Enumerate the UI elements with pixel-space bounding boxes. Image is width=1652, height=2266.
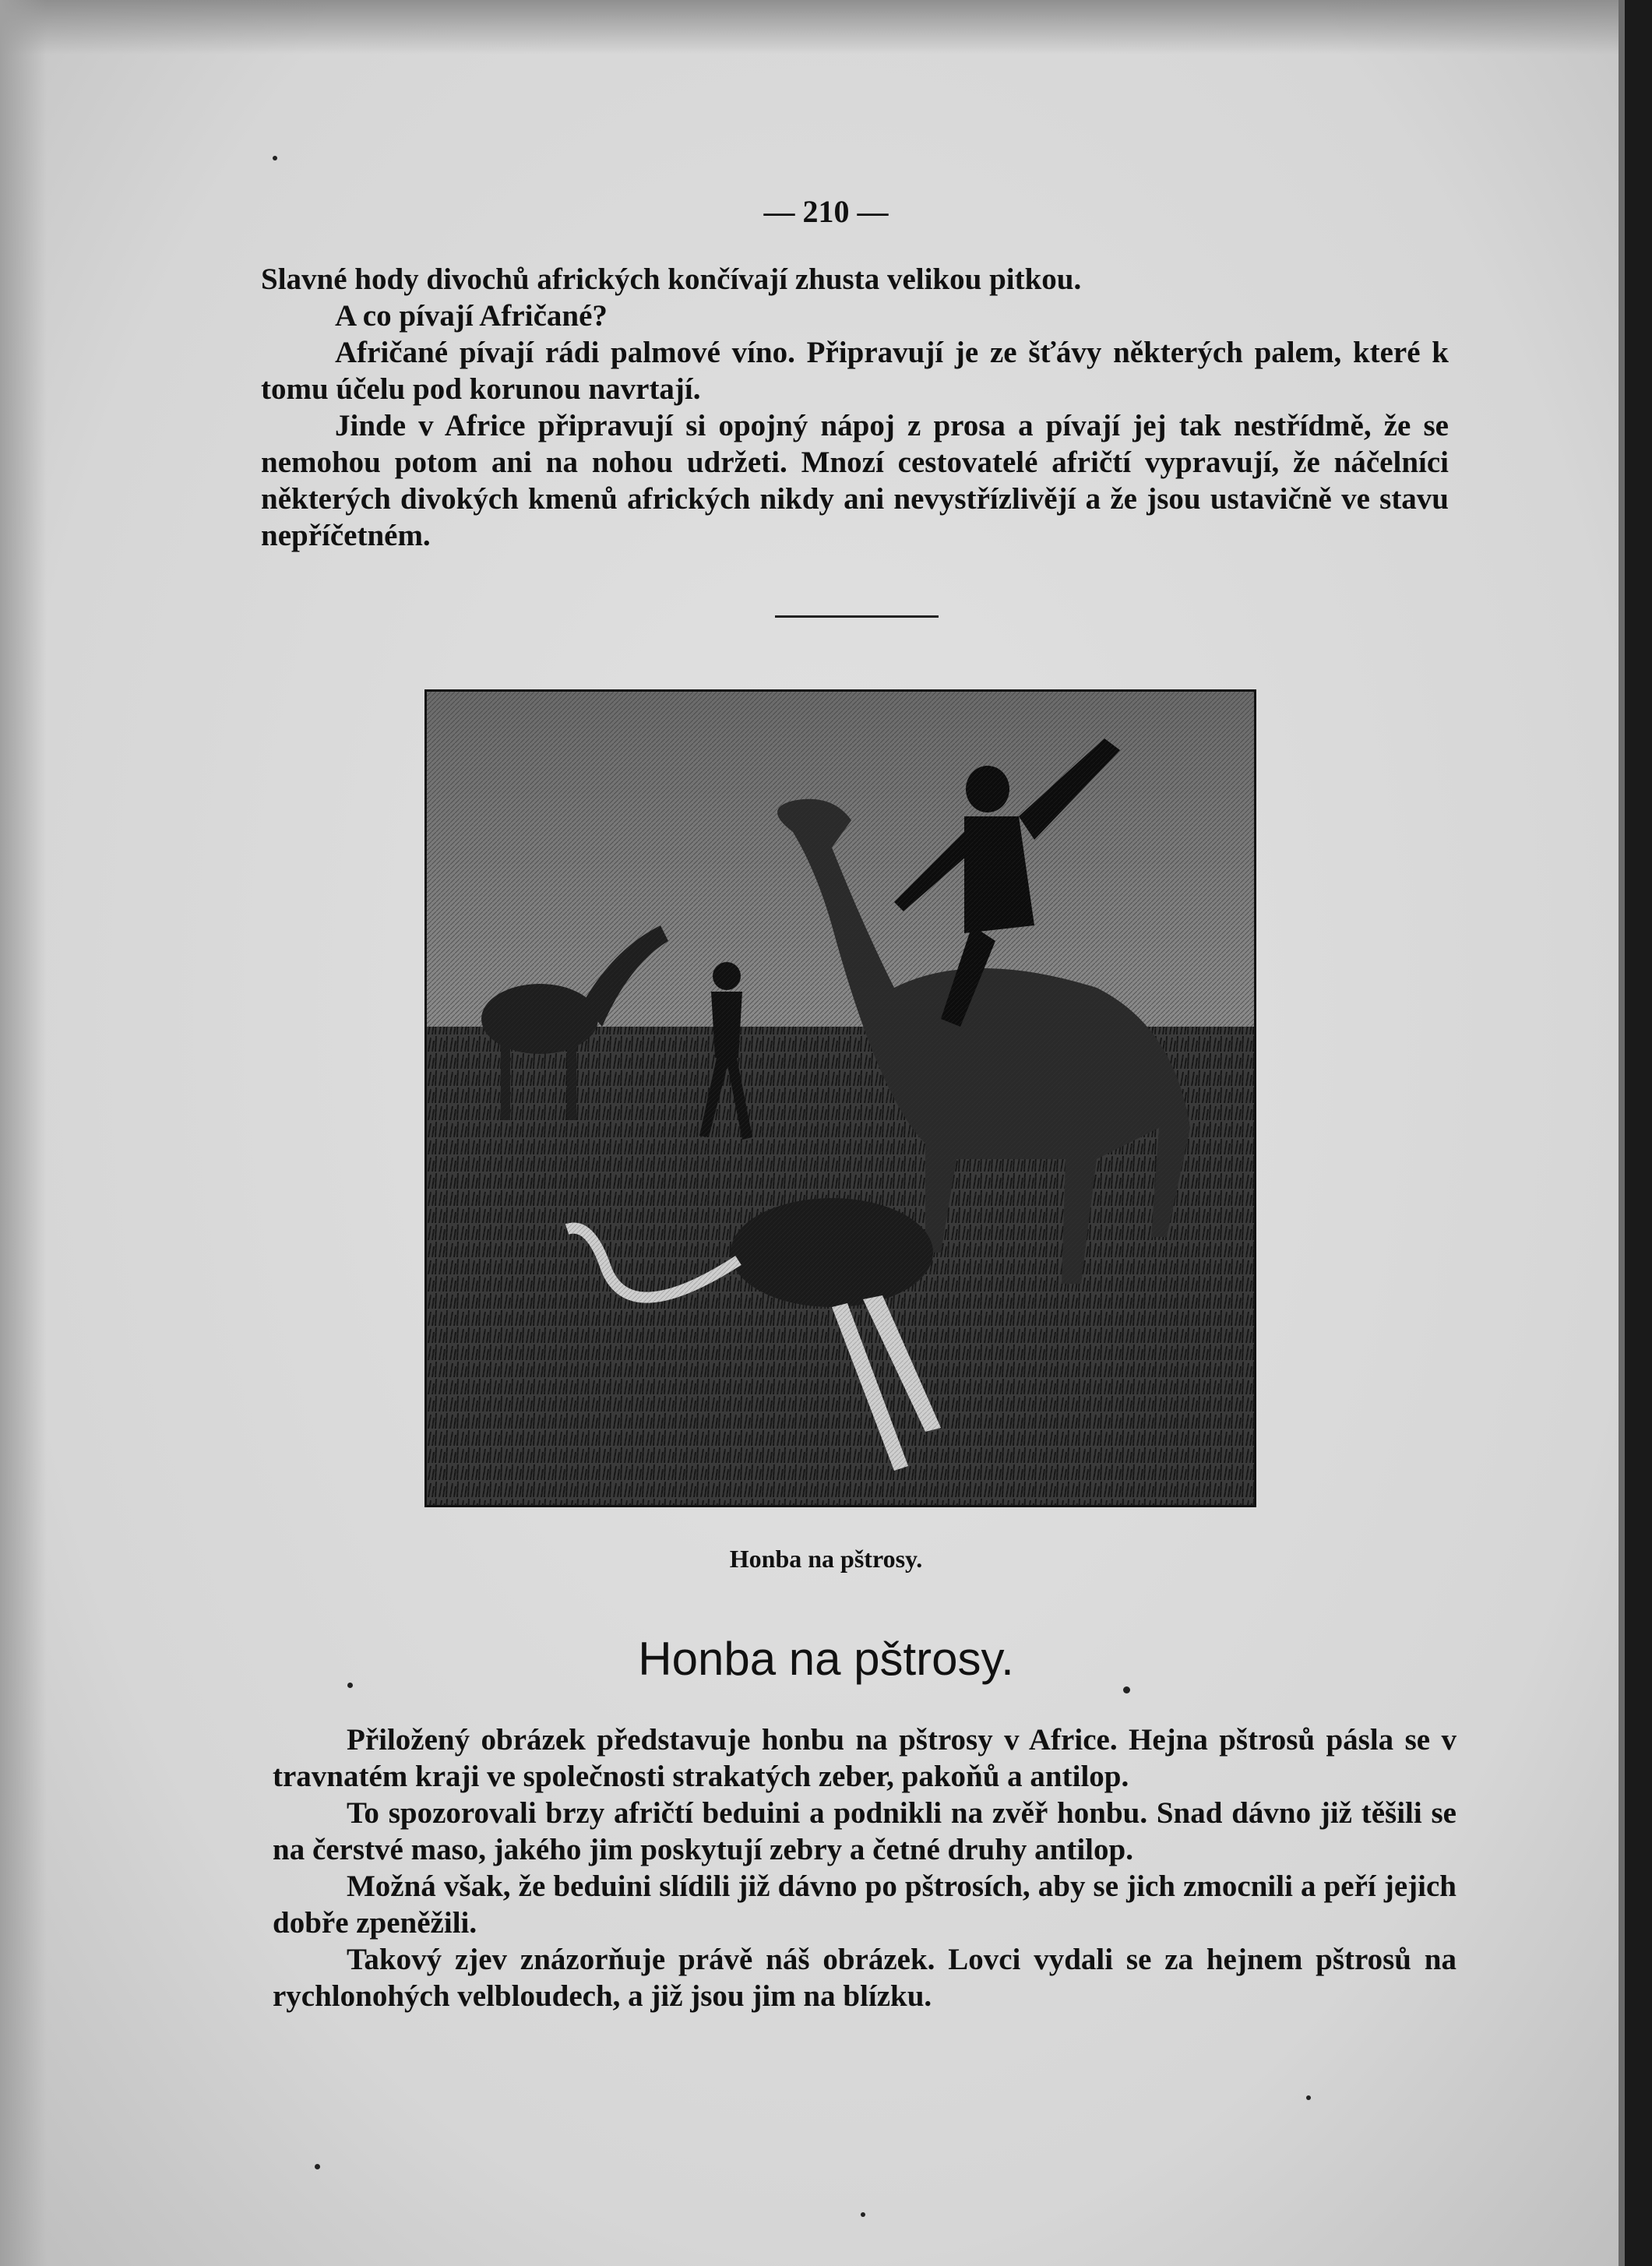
intro-paragraph: Slavné hody divochů afrických končívají zhusta velikou pitkou. xyxy=(261,263,1082,296)
illustration-caption: Honba na pštrosy. xyxy=(729,1545,923,1573)
engraving-image xyxy=(427,692,1254,1505)
page-number: — 210 — xyxy=(763,194,889,229)
intro-paragraph: Afričané pívají rádi palmové víno. Připravují je ze šťávy některých palem, které k tomu účelu pod korunou navrtají. xyxy=(261,336,1449,406)
scan-speck xyxy=(861,2212,865,2217)
intro-paragraph: A co pívají Afričané? xyxy=(335,299,608,333)
scan-edge-line xyxy=(1619,0,1625,2266)
section-paragraph: Možná však, že beduini slídili již dávno po pštrosích, aby se jich zmocnili a peří jejich dobře zpeněžili. xyxy=(273,1870,1457,1940)
scan-border-right xyxy=(1625,0,1652,2266)
section-paragraph: Takový zjev znázorňuje právě náš obrázek. Lovci vydali se za hejnem pštrosů na rychlonohých velbloudech, a již jsou jim na blízku. xyxy=(273,1943,1457,2013)
section-title: Honba na pštrosy. xyxy=(638,1633,1014,1685)
scan-speck xyxy=(1306,2095,1311,2100)
section-body xyxy=(273,1722,1457,2014)
section-paragraph: Přiložený obrázek představuje honbu na pštrosy v Africe. Hejna pštrosů pásla se v travnatém kraji ve společnosti strakatých zeber, pakoňů a antilop. xyxy=(273,1723,1457,1793)
section-paragraph: To spozorovali brzy afričtí beduini a podnikli na zvěř honbu. Snad dávno již těšili se na čerstvé maso, jakého jim poskytují zebry a četné druhy antilop. xyxy=(273,1796,1457,1866)
section-divider xyxy=(775,615,939,618)
scan-speck xyxy=(315,2164,320,2169)
scan-speck xyxy=(347,1683,353,1688)
scan-speck xyxy=(273,156,277,160)
scan-shadow-top xyxy=(0,0,1652,55)
scan-shadow-left xyxy=(0,0,47,2266)
intro-text xyxy=(261,261,1449,554)
ostrich-hunt-illustration xyxy=(424,689,1256,1507)
intro-paragraph: Jinde v Africe připravují si opojný nápoj z prosa a pívají jej tak nestřídmě, že se nemohou potom ani na nohou udržeti. Mnozí cestovatelé afričtí vypravují, že náčelníci některých divokých kmenů afrických nikdy ani nevystřízlivějí a že jsou ustavičně ve stavu nepříčetném. xyxy=(261,409,1449,552)
scan-speck xyxy=(1123,1686,1130,1693)
